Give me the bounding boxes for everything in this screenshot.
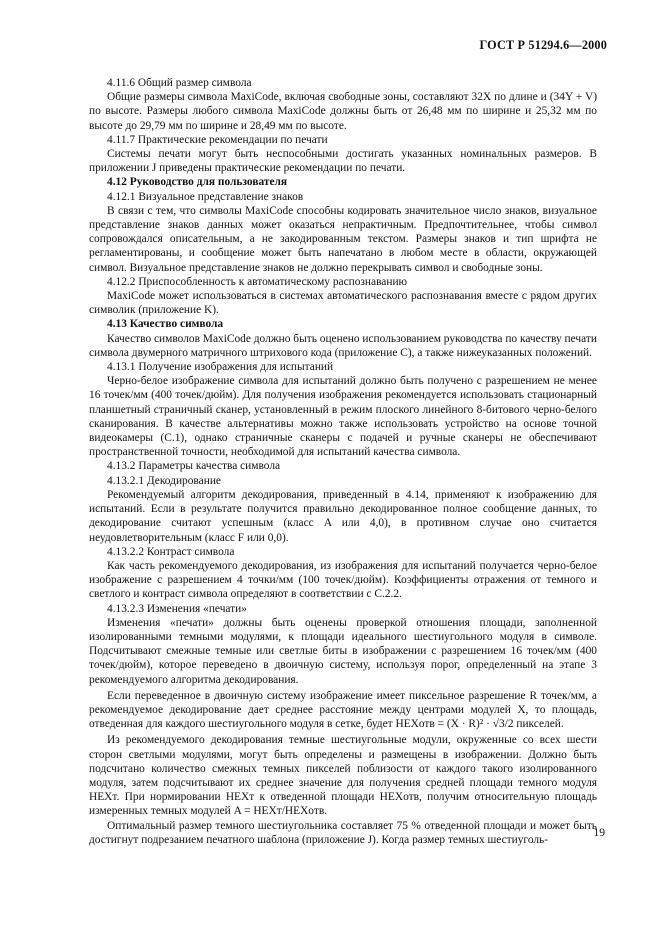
paragraph: В связи с тем, что символы MaxiCode способны кодировать значительное число знаков, визуальное представление знаков данных может оказаться непрактичным. Предпочтительнее, чтобы символ сопровождался описательным, а не закодированным текстом. Размеры знаков и тип шрифта не регламентированы, и сообщение может быть напечатано в любом месте в области, окружающей символ. Визуальное представление знаков не должно перекрывать символ и свободные зоны. [89,204,597,274]
paragraph: Рекомендуемый алгоритм декодирования, приведенный в 4.14, применяют к изображению для испытаний. Если в результате получится правильно декодированное полное сообщение данных, то декодирование считают успешным (класс A или 4,0), в противном случае оно считается неудовлетворительным (класс F или 0,0). [89,488,597,544]
paragraph: Из рекомендуемого декодирования темные шестиугольные модули, окруженные со всех шести сторон светлыми модулями, могут быть определены и размещены в изображении. Должно быть подсчитано количество смежных темных пикселей поблизости от каждого такого изолированного модуля, затем подсчитывают их среднее значение для получения средней площади темного модуля HEXт. При нормировании HEXт к отведенной площади HEXотв, получим относительную площадь измеренных темных модулей A = HEXт/HEXотв. [89,734,597,818]
section-heading: 4.13.2.1 Декодирование [107,474,221,487]
section-heading: 4.13.2.2 Контраст символа [107,545,235,558]
section-heading: 4.11.6 Общий размер символа [107,77,252,89]
section-heading: 4.13.1 Получение изображения для испытаний [107,361,334,374]
section-heading: 4.11.7 Практические рекомендации по печати [107,133,328,146]
paragraph: Системы печати могут быть неспособными достигать указанных номинальных размеров. В приложении J приведены практические рекомендации по печати. [89,148,597,175]
paragraph: MaxiCode может использоваться в системах автоматического распознавания вместе с рядом других символик (приложение K). [89,290,597,317]
paragraph: Изменения «печати» должны быть оценены проверкой отношения площади, заполненной изолированными темными модулями, к площади идеального шестиугольного модуля в символе. Подсчитывают смежные темные или светлые биты в изображении с разрешением 16 точек/мм (400 точек/дюйм), которое переведено в двоичную систему, используя порог, определенный на этапе 3 рекомендуемого алгоритма декодирования. [89,616,597,686]
section-heading: 4.13.2 Параметры качества символа [107,460,281,473]
paragraph: Качество символов MaxiCode должно быть оценено использованием руководства по качеству печати символа двумерного матричного штрихового кода (приложение C), а также нижеуказанных положений. [89,332,597,359]
standard-header: ГОСТ Р 51294.6—2000 [479,38,607,52]
section-heading-bold: 4.12 Руководство для пользователя [107,176,288,189]
page-number: 19 [593,826,605,839]
paragraph: Оптимальный размер темного шестиугольника составляет 75 % отведенной площади и может быть достигнут подрезанием печатного шаблона (приложение J). Когда размер темных шестиуголь- [89,819,597,846]
paragraph: Если переведенное в двоичную систему изображение имеет пиксельное разрешение R точек/мм, а рекомендуемое декодирование дает среднее расстояние между центрами модулей X, то площадь, отведенная для каждого шестиугольного модуля в сетке, будет HEXотв = (X · R)² · √3/2 пикселей. [89,689,597,731]
paragraph: Черно-белое изображение символа для испытаний должно быть получено с разрешением не менее 16 точек/мм (400 точек/дюйм). Для получения изображения рекомендуется использовать стационарный планшетный страничный сканер, установленный в режим плоского линейного 8-битового черно-белого сканирования. В качестве альтернативы можно также использовать устройство на основе точной видеокамеры (C.1), однако страничные сканеры с подачей и ручные сканеры не обеспечивают пространственной точности, необходимой для испытаний качества символа. [89,375,597,459]
section-heading-bold: 4.13 Качество символа [107,318,224,331]
section-heading: 4.13.2.3 Изменения «печати» [107,602,247,615]
section-heading: 4.12.2 Приспособленность к автоматическому распознаванию [107,275,408,288]
document-body [89,76,597,847]
section-heading: 4.12.1 Визуальное представление знаков [107,190,304,203]
paragraph: Как часть рекомендуемого декодирования, из изображения для испытаний получается черно-белое изображение с разрешением 4 точки/мм (100 точек/дюйм). Коэффициенты отражения от темного и светлого и контраст символа определяют в соответствии с C.2.2. [89,559,597,601]
paragraph: Общие размеры символа MaxiCode, включая свободные зоны, составляют 32X по длине и (34Y + V) по высоте. Размеры любого символа MaxiCode должны быть от 26,48 мм по ширине и 25,32 мм по высоте до 29,79 мм по ширине и 28,49 мм по высоте. [89,91,597,132]
